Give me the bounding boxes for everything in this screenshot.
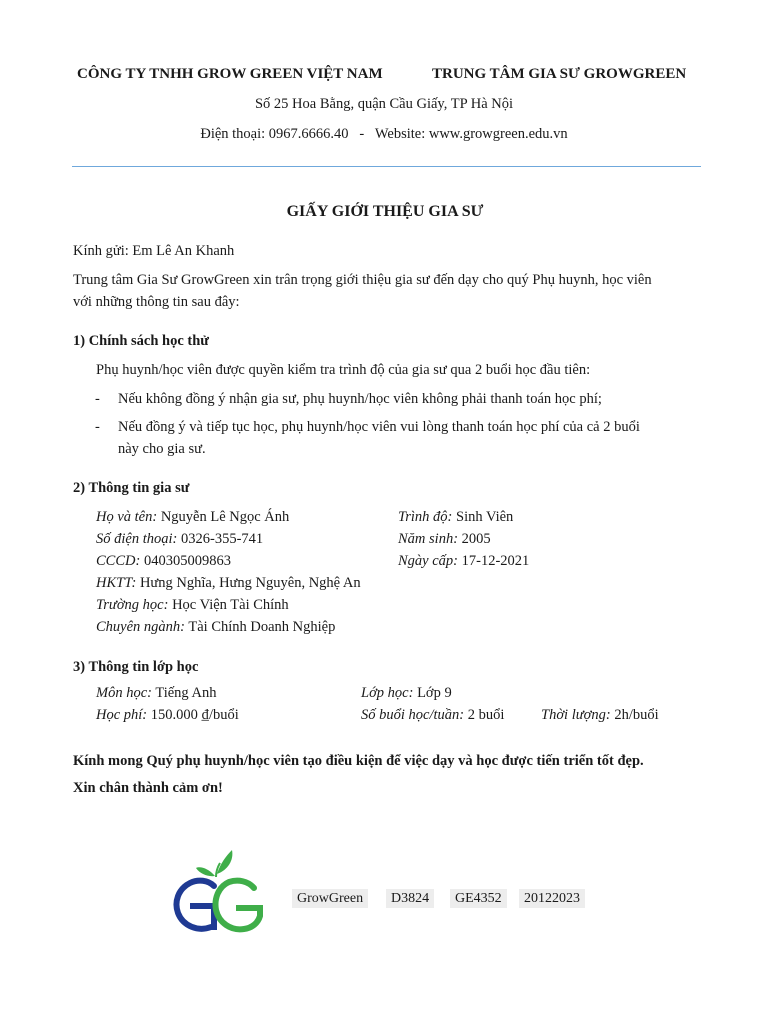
- company-name: CÔNG TY TNHH GROW GREEN VIỆT NAM: [77, 66, 383, 82]
- trial-policy-bullet-2: Nếu đồng ý và tiếp tục học, phụ huynh/học viên vui lòng thanh toán học phí của cả 2 buổi: [118, 419, 640, 435]
- tutor-issued-value: 17-12-2021: [461, 553, 530, 569]
- tutor-school-row: [96, 597, 289, 614]
- tutor-id-row: [96, 553, 231, 570]
- tutor-issued-label: Ngày cấp:: [398, 553, 458, 569]
- tutor-major-row: [96, 619, 335, 636]
- stamp-date: 20122023: [519, 889, 585, 908]
- trial-policy-lead: Phụ huynh/học viên được quyền kiểm tra trình độ của gia sư qua 2 buổi học đầu tiên:: [96, 362, 591, 378]
- class-fee-label: Học phí:: [96, 707, 148, 723]
- class-fee-value: 150.000 ₫/buổi: [150, 707, 239, 723]
- class-sessions-row: [361, 707, 504, 724]
- document-title: GIẤY GIỚI THIỆU GIA SƯ: [286, 203, 484, 220]
- logo-leaf-left: [196, 867, 215, 876]
- center-name: TRUNG TÂM GIA SƯ GROWGREEN: [432, 66, 687, 82]
- tutor-level-row: [398, 509, 513, 526]
- tutor-school-value: Học Viện Tài Chính: [172, 597, 289, 613]
- tutor-school-label: Trường học:: [96, 597, 169, 613]
- tutor-issued-row: [398, 553, 529, 570]
- growgreen-logo: [168, 846, 264, 934]
- class-duration-value: 2h/buổi: [614, 707, 659, 723]
- tutor-id-label: CCCD:: [96, 553, 141, 569]
- tutor-residence-row: [96, 575, 361, 592]
- class-subject-label: Môn học:: [96, 685, 152, 701]
- class-grade-value: Lớp 9: [417, 685, 452, 701]
- tutor-level-value: Sinh Viên: [456, 509, 514, 525]
- closing-thanks: Xin chân thành cảm ơn!: [73, 780, 223, 796]
- intro-line-2: với những thông tin sau đây:: [73, 294, 240, 310]
- intro-line-1: Trung tâm Gia Sư GrowGreen xin trân trọng giới thiệu gia sư đến dạy cho quý Phụ huynh, học viên: [73, 272, 652, 288]
- class-sessions-value: 2 buổi: [467, 707, 505, 723]
- tutor-name-value: Nguyễn Lê Ngọc Ánh: [160, 509, 290, 525]
- class-grade-row: [361, 685, 452, 702]
- stamp-code-1: D3824: [386, 889, 434, 908]
- tutor-phone-value: 0326-355-741: [180, 531, 264, 547]
- logo-leaf-right: [217, 850, 232, 874]
- tutor-residence-label: HKTT:: [96, 575, 137, 591]
- logo-green-bar: [236, 908, 260, 916]
- section-3-heading: 3) Thông tin lớp học: [73, 659, 199, 675]
- tutor-birth-row: [398, 531, 491, 548]
- class-grade-label: Lớp học:: [361, 685, 414, 701]
- tutor-id-value: 040305009863: [143, 553, 231, 569]
- class-duration-row: [541, 707, 659, 724]
- tutor-major-label: Chuyên ngành:: [96, 619, 185, 635]
- stamp-code-2: GE4352: [450, 889, 507, 908]
- logo-green-arc: [216, 881, 260, 930]
- stamp-brand: GrowGreen: [292, 889, 368, 908]
- bullet-dash: -: [95, 419, 100, 435]
- tutor-name-label: Họ và tên:: [96, 509, 158, 525]
- class-sessions-label: Số buổi học/tuần:: [361, 707, 465, 723]
- tutor-phone-row: [96, 531, 263, 548]
- tutor-name-row: [96, 509, 289, 526]
- tutor-birth-value: 2005: [461, 531, 491, 547]
- trial-policy-bullet-1: Nếu không đồng ý nhận gia sư, phụ huynh/học viên không phải thanh toán học phí;: [118, 391, 602, 407]
- section-2-heading: 2) Thông tin gia sư: [73, 480, 190, 496]
- header-divider: [72, 166, 701, 167]
- tutor-major-value: Tài Chính Doanh Nghiệp: [188, 619, 336, 635]
- tutor-birth-label: Năm sinh:: [398, 531, 459, 547]
- class-subject-value: Tiếng Anh: [155, 685, 217, 701]
- tutor-phone-label: Số điện thoại:: [96, 531, 178, 547]
- class-subject-row: [96, 685, 216, 702]
- greeting: Kính gửi: Em Lê An Khanh: [73, 243, 235, 259]
- trial-policy-bullet-2-cont: này cho gia sư.: [118, 441, 206, 457]
- section-1-heading: 1) Chính sách học thử: [73, 333, 210, 349]
- tutor-residence-value: Hưng Nghĩa, Hưng Nguyên, Nghệ An: [139, 575, 361, 591]
- bullet-dash: -: [95, 391, 100, 407]
- company-address: Số 25 Hoa Bằng, quận Cầu Giấy, TP Hà Nội: [254, 96, 514, 112]
- class-duration-label: Thời lượng:: [541, 707, 611, 723]
- tutor-level-label: Trình độ:: [398, 509, 453, 525]
- closing-request: Kính mong Quý phụ huynh/học viên tạo điều kiện để việc dạy và học được tiến triển tốt đẹp.: [73, 753, 644, 769]
- company-contact: Điện thoại: 0967.6666.40 - Website: www.growgreen.edu.vn: [200, 126, 568, 142]
- class-fee-row: [96, 707, 239, 724]
